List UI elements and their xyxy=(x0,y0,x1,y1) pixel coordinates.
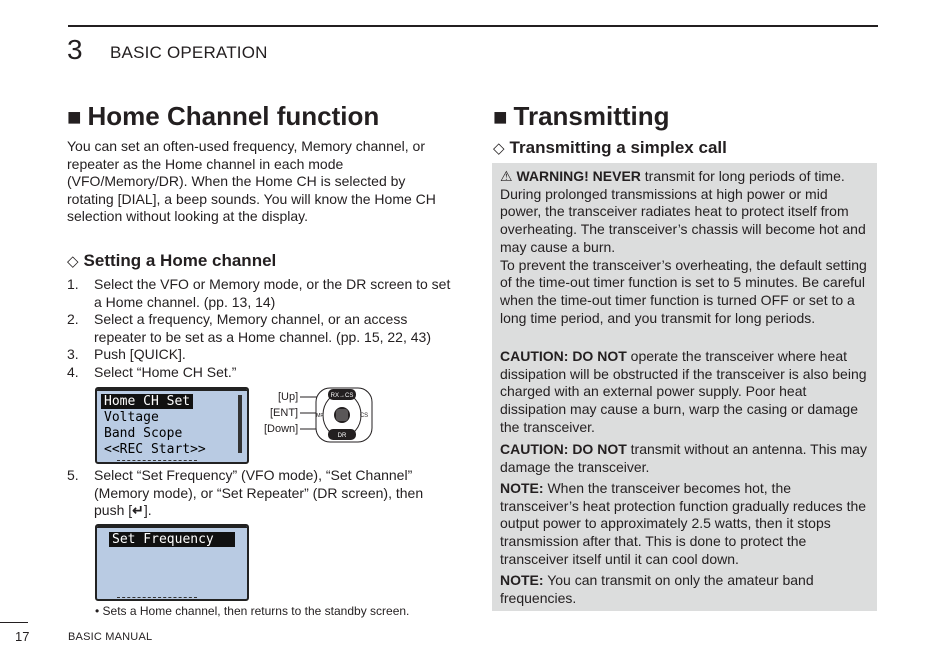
diamond-bullet-icon: ◇ xyxy=(67,253,79,270)
home-channel-note: • Sets a Home channel, then returns to the standby screen. xyxy=(95,604,410,618)
lcd-item-rec-start: <<REC Start>> xyxy=(104,442,206,457)
keypad-label-ent: [ENT] xyxy=(270,407,299,419)
lcd-bottom-edge xyxy=(117,597,197,601)
step-3: 3. Push [QUICK]. xyxy=(67,346,186,363)
transmitting-heading: ■ Transmitting xyxy=(493,101,670,131)
keypad-key-cs-label: CS xyxy=(359,413,369,419)
step-1: 1. Select the VFO or Memory mode, or the DR screen to set a Home channel. (pp. 13, 14) xyxy=(67,276,451,310)
keypad-key-rx-cs-label: RX→CS xyxy=(330,393,354,399)
step-4: 4. Select “Home CH Set.” xyxy=(67,363,237,380)
keypad-illustration xyxy=(298,386,374,444)
keypad-key-ent-highlight xyxy=(336,409,348,421)
lcd-home-ch-set-menu xyxy=(95,524,249,601)
lcd-bottom-edge xyxy=(117,460,197,464)
square-bullet-icon: ■ xyxy=(493,104,508,131)
home-channel-intro: You can set an often-used frequency, Memory channel, or repeater as the Home channel in each mode (VFO/Memory/DR). When the Home CH is selected by rotating [DIAL], a beep sounds. You will know the Home CH selection without looking at the display. xyxy=(67,138,436,225)
caution-paragraph-2: CAUTION: DO NOT transmit without an antenna. This may damage the transceiver. xyxy=(500,441,867,475)
page-number: 17 xyxy=(15,629,30,644)
chapter-title: BASIC OPERATION xyxy=(110,43,268,62)
note-paragraph-2: NOTE: You can transmit on only the amateur band frequencies. xyxy=(500,572,814,606)
lcd-top-bar xyxy=(97,524,247,528)
header-rule xyxy=(68,25,878,27)
setting-home-channel-subheading: ◇ Setting a Home channel xyxy=(67,251,277,270)
keypad-label-up: [Up] xyxy=(278,391,299,403)
transmitting-simplex-subheading: ◇ Transmitting a simplex call xyxy=(493,138,727,157)
warning-box xyxy=(492,163,877,611)
warning-paragraph: ⚠ WARNING! NEVER transmit for long periods of time. During prolonged transmissions at high power or mid power, the transceiver radiates heat to protect itself from overheating. The transceiver’s chassis will become hot and may cause a burn. To prevent the transceiver’s overheating, the default setting of the time-out timer function is set to 5 minutes. Be careful when the time-out timer function is turned OFF or set to a long time period, and you transmit for long periods. xyxy=(500,168,867,326)
square-bullet-icon: ■ xyxy=(67,104,82,131)
lcd-item-home-ch-set: Home CH Set xyxy=(101,394,193,409)
caution-paragraph-1: CAUTION: DO NOT operate the transceiver where heat dissipation will be obstructed if the transceiver is also being charged with an external power supply. Poor heat dissipation may cause a burn, warp the casing or damage the transceiver. xyxy=(500,348,867,435)
warning-triangle-icon: ⚠ xyxy=(500,168,513,184)
warning-paragraph-2: To prevent the transceiver’s overheating, the default setting of the time-out timer function is set to 5 minutes. Be careful when the time-out timer function is turned OFF or set to a long time period, and you transmit for long periods. xyxy=(500,256,867,326)
steps-list xyxy=(67,276,457,382)
enter-key-icon: ↵ xyxy=(132,502,144,519)
keypad-key-mp-label: MP xyxy=(316,413,324,419)
step-5: 5. Select “Set Frequency” (VFO mode), “Set Channel” (Memory mode), or “Set Repeater” (DR screen), then push [↵]. xyxy=(67,467,424,519)
diamond-bullet-icon: ◇ xyxy=(493,140,505,157)
keypad-key-dr-label: DR xyxy=(337,433,347,439)
step-2: 2. Select a frequency, Memory channel, or an access repeater to be set as a Home channel. (pp. 15, 22, 43) xyxy=(67,311,431,345)
lcd-item-band-scope: Band Scope xyxy=(104,426,183,441)
lcd-scrollbar xyxy=(238,395,242,453)
manual-name: BASIC MANUAL xyxy=(68,631,153,643)
note-paragraph-1: NOTE: When the transceiver becomes hot, the transceiver’s heat protection function gradually reduces the output power to approximately 2.5 watts, then it stops transmission after that. This is done to protect the transceiver itself until it can cool down. xyxy=(500,480,867,567)
chapter-number: 3 xyxy=(67,34,83,65)
lcd-quick-menu xyxy=(95,387,249,464)
lcd-top-bar xyxy=(97,387,247,391)
lcd-item-voltage: Voltage xyxy=(104,410,159,425)
home-channel-heading: ■ Home Channel function xyxy=(67,101,380,131)
lcd-item-set-frequency: Set Frequency xyxy=(109,532,235,547)
footer-rule xyxy=(0,622,28,623)
keypad-label-down: [Down] xyxy=(264,423,299,435)
